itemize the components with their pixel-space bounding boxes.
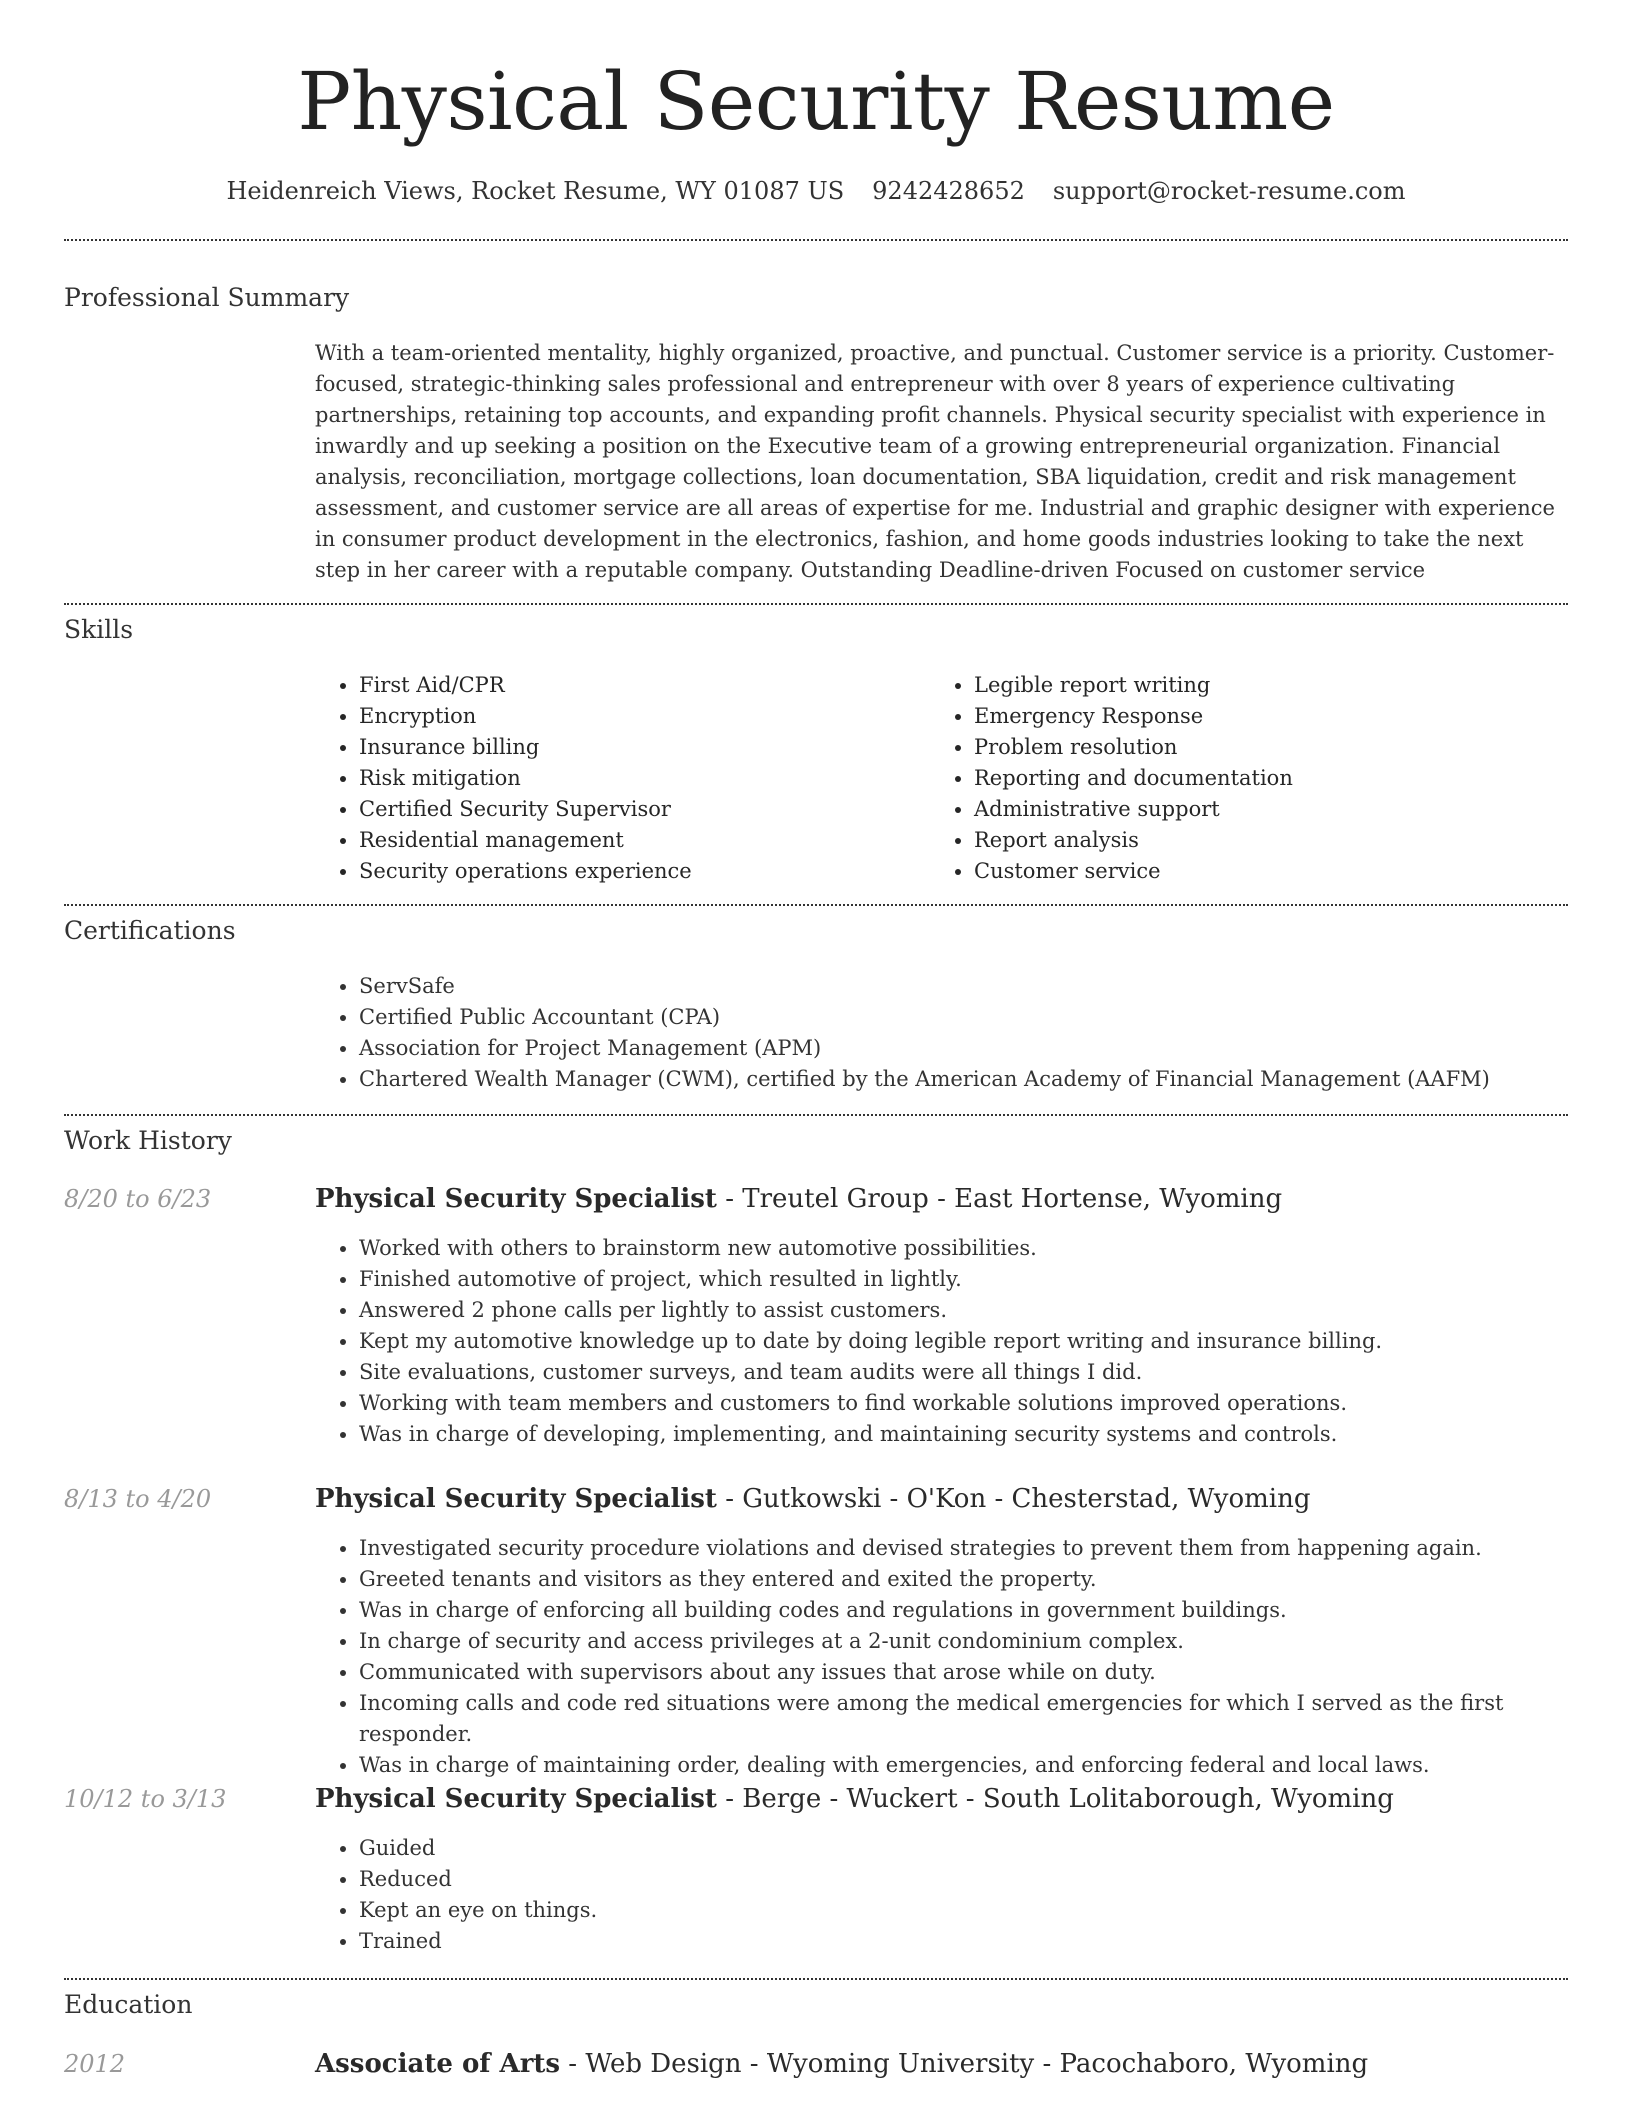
job-bullet: • Greeted tenants and visitors as they entered and exited the property.	[359, 1564, 1570, 1595]
job-bullet: • Kept my automotive knowledge up to date by doing legible report writing and insurance billing.	[359, 1326, 1570, 1357]
skill-item: • Reporting and documentation	[974, 763, 1530, 794]
education-title	[315, 2047, 1570, 2081]
section-title-work-history: Work History	[64, 1126, 232, 1155]
skill-item: • Report analysis	[974, 825, 1530, 856]
job-bullet: • Guided	[359, 1833, 1570, 1864]
education-degree: Associate of Arts	[315, 2049, 561, 2079]
section-title-summary: Professional Summary	[64, 283, 350, 312]
skills-column-right	[930, 670, 1530, 887]
job-dates: 8/13 to 4/20	[64, 1485, 212, 1513]
page-title: Physical Security Resume	[297, 55, 1335, 148]
certification-item: • Association for Project Management (APM)	[359, 1033, 1570, 1064]
resume-header	[64, 52, 1568, 206]
skill-item: • Legible report writing	[974, 670, 1530, 701]
job-bullets	[315, 1833, 1570, 1957]
skill-item: • Certified Security Supervisor	[359, 794, 915, 825]
job-bullet: • Was in charge of maintaining order, dealing with emergencies, and enforcing federal and local laws.	[359, 1750, 1570, 1781]
divider	[64, 1114, 1568, 1116]
certifications-list	[315, 971, 1570, 1095]
divider	[64, 904, 1568, 906]
job-bullet: • Worked with others to brainstorm new automotive possibilities.	[359, 1233, 1570, 1264]
skills-column-left	[315, 670, 915, 887]
skill-item: • Residential management	[359, 825, 915, 856]
divider	[64, 603, 1568, 605]
section-title-education: Education	[64, 1990, 193, 2019]
job-role: Physical Security Specialist	[315, 1484, 717, 1514]
certification-item: • ServSafe	[359, 971, 1570, 1002]
skill-item: • Emergency Response	[974, 701, 1530, 732]
section-title-certifications: Certifications	[64, 916, 236, 945]
skill-item: • First Aid/CPR	[359, 670, 915, 701]
job-employer: - Treutel Group - East Hortense, Wyoming	[716, 1184, 1283, 1214]
skill-item: • Insurance billing	[359, 732, 915, 763]
job-bullets	[315, 1533, 1570, 1781]
education-school: - Web Design - Wyoming University - Pacochaboro, Wyoming	[560, 2049, 1369, 2079]
certification-item: • Certified Public Accountant (CPA)	[359, 1002, 1570, 1033]
skill-item: • Risk mitigation	[359, 763, 915, 794]
job-title	[315, 1482, 1570, 1516]
job-role: Physical Security Specialist	[315, 1784, 717, 1814]
job-bullet: • Site evaluations, customer surveys, and team audits were all things I did.	[359, 1357, 1570, 1388]
section-title-skills: Skills	[64, 615, 134, 644]
job-employer: - Gutkowski - O'Kon - Chesterstad, Wyoming	[716, 1484, 1311, 1514]
job-bullet: • Trained	[359, 1926, 1570, 1957]
job-bullet: • Answered 2 phone calls per lightly to assist customers.	[359, 1295, 1570, 1326]
divider	[64, 239, 1568, 241]
job-dates: 8/20 to 6/23	[64, 1185, 212, 1213]
certification-item: • Chartered Wealth Manager (CWM), certified by the American Academy of Financial Management (AAFM)	[359, 1064, 1570, 1095]
job-bullet: • Communicated with supervisors about any issues that arose while on duty.	[359, 1657, 1570, 1688]
job-bullet: • Incoming calls and code red situations were among the medical emergencies for which I served as the first responder.	[359, 1688, 1570, 1750]
skill-item: • Problem resolution	[974, 732, 1530, 763]
job-bullets	[315, 1233, 1570, 1450]
contact-line	[64, 176, 1568, 206]
job-bullet: • Was in charge of enforcing all building codes and regulations in government buildings.	[359, 1595, 1570, 1626]
summary-block	[315, 338, 1570, 586]
job-title	[315, 1182, 1570, 1216]
skill-item: • Administrative support	[974, 794, 1530, 825]
summary-text: With a team-oriented mentality, highly organized, proactive, and punctual. Customer service is a priority. Customer-focused, strategic-thinking sales professional and entrepreneur with over 8 years of experience cultivating partnerships, retaining top accounts, and expanding profit channels. Physical security specialist with experience in inwardly and up seeking a position on the Executive team of a growing entrepreneurial organization. Financial analysis, reconciliation, mortgage collections, loan documentation, SBA liquidation, credit and risk management assessment, and customer service are all areas of expertise for me. Industrial and graphic designer with experience in consumer product development in the electronics, fashion, and home goods industries looking to take the next step in her career with a reputable company. Outstanding Deadline-driven Focused on customer service	[315, 341, 1555, 582]
phone: 9242428652	[872, 177, 1025, 205]
job-bullet: • Was in charge of developing, implementing, and maintaining security systems and controls.	[359, 1419, 1570, 1450]
job-bullet: • Working with team members and customers to find workable solutions improved operations.	[359, 1388, 1570, 1419]
job-role: Physical Security Specialist	[315, 1184, 717, 1214]
skill-item: • Encryption	[359, 701, 915, 732]
email: support@rocket-resume.com	[1052, 177, 1406, 205]
job-bullet: • Investigated security procedure violations and devised strategies to prevent them from happening again.	[359, 1533, 1570, 1564]
skill-item: • Customer service	[974, 856, 1530, 887]
education-date: 2012	[64, 2050, 126, 2078]
job-bullet: • Reduced	[359, 1864, 1570, 1895]
job-bullet: • Kept an eye on things.	[359, 1895, 1570, 1926]
divider	[64, 1978, 1568, 1980]
job-dates: 10/12 to 3/13	[64, 1785, 227, 1813]
job-employer: - Berge - Wuckert - South Lolitaborough, Wyoming	[716, 1784, 1394, 1814]
address: Heidenreich Views, Rocket Resume, WY 01087 US	[226, 177, 845, 205]
job-bullet: • Finished automotive of project, which resulted in lightly.	[359, 1264, 1570, 1295]
job-bullet: • In charge of security and access privileges at a 2-unit condominium complex.	[359, 1626, 1570, 1657]
job-title	[315, 1782, 1570, 1816]
skill-item: • Security operations experience	[359, 856, 915, 887]
